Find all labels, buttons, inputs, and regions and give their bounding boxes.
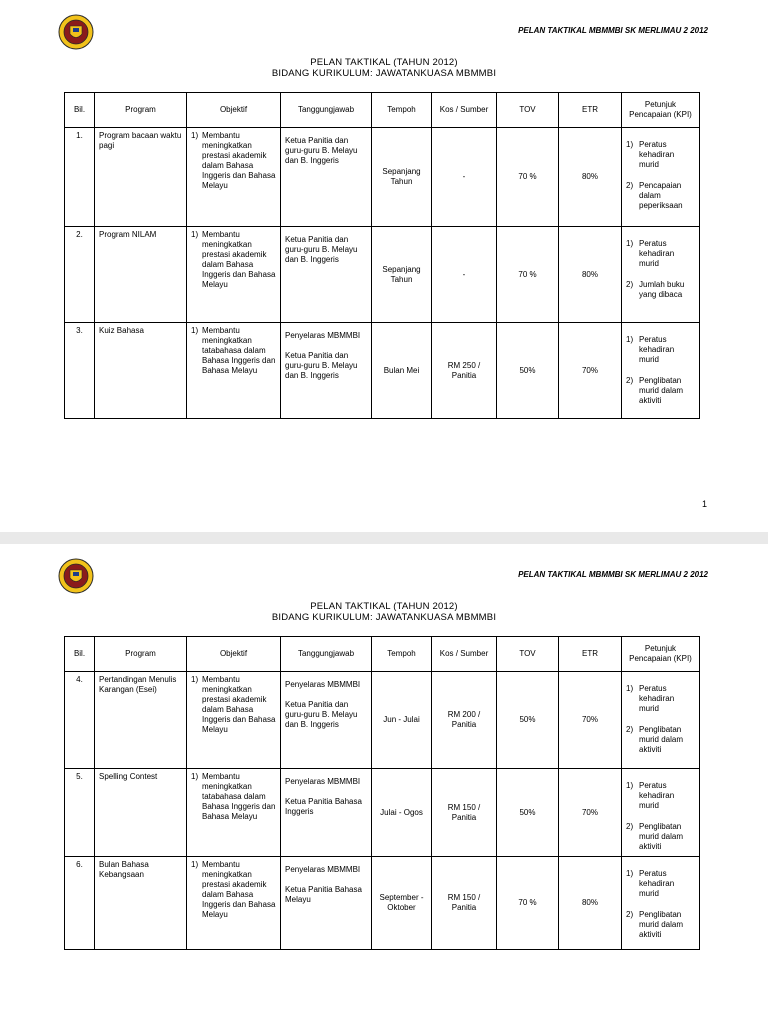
cell-bil: 1.	[65, 128, 95, 227]
cell-kos: RM 200 / Panitia	[432, 672, 497, 769]
cell-tanggungjawab	[281, 857, 372, 950]
tanggungjawab-coordinator: Penyelaras MBMMBI	[285, 331, 361, 340]
objektif-number: 1)	[191, 131, 199, 140]
objektif-text: Membantu meningkatkan prestasi akademik dalam Bahasa Inggeris dan Bahasa Melayu	[202, 675, 276, 734]
kpi-number: 1)	[626, 239, 634, 248]
kpi-number: 1)	[626, 684, 634, 693]
cell-objektif	[187, 128, 281, 227]
kpi-text: Penglibatan murid dalam aktiviti	[639, 822, 684, 851]
cell-program: Program bacaan waktu pagi	[95, 128, 187, 227]
table-row	[65, 323, 700, 419]
table-row	[65, 769, 700, 857]
cell-tempoh: Bulan Mei	[372, 323, 432, 419]
cell-kpi	[622, 769, 700, 857]
tanggungjawab-panel: Ketua Panitia Bahasa Inggeris	[285, 797, 362, 816]
kpi-number: 1)	[626, 869, 634, 878]
cell-etr: 70%	[559, 769, 622, 857]
cell-tanggungjawab	[281, 769, 372, 857]
tanggungjawab-panel: Ketua Panitia dan guru-guru B. Melayu dan B. Inggeris	[285, 700, 358, 729]
table-row	[65, 128, 700, 227]
cell-bil: 6.	[65, 857, 95, 950]
running-header: PELAN TAKTIKAL MBMMBI SK MERLIMAU 2 2012	[518, 570, 708, 579]
kpi-item	[626, 910, 695, 940]
cell-bil: 2.	[65, 227, 95, 323]
kpi-text: Peratus kehadiran murid	[639, 140, 675, 169]
kpi-text: Peratus kehadiran murid	[639, 239, 675, 268]
cell-tov: 70 %	[497, 128, 559, 227]
cell-kpi	[622, 323, 700, 419]
cell-objektif	[187, 227, 281, 323]
kpi-item	[626, 280, 695, 300]
kpi-number: 2)	[626, 725, 634, 734]
page-2	[0, 544, 768, 1024]
objektif-text: Membantu meningkatkan tatabahasa dalam Bahasa Inggeris dan Bahasa Melayu	[202, 326, 276, 375]
kpi-item	[626, 181, 695, 211]
plan-titles	[0, 601, 768, 623]
tanggungjawab-panel: Ketua Panitia dan guru-guru B. Melayu dan B. Inggeris	[285, 136, 358, 165]
cell-kos: RM 150 / Panitia	[432, 769, 497, 857]
cell-tov: 50%	[497, 323, 559, 419]
kpi-text: Penglibatan murid dalam aktiviti	[639, 910, 684, 939]
objektif-text: Membantu meningkatkan tatabahasa dalam Bahasa Inggeris dan Bahasa Melayu	[202, 772, 276, 821]
cell-tanggungjawab	[281, 227, 372, 323]
plan-subtitle: BIDANG KURIKULUM: JAWATANKUASA MBMMBI	[271, 612, 497, 623]
plan-table	[64, 636, 700, 950]
kpi-item	[626, 239, 695, 269]
kpi-item	[626, 335, 695, 365]
kpi-number: 2)	[626, 376, 634, 385]
cell-kpi	[622, 857, 700, 950]
cell-objektif	[187, 672, 281, 769]
kpi-number: 2)	[626, 181, 634, 190]
objektif-text: Membantu meningkatkan prestasi akademik dalam Bahasa Inggeris dan Bahasa Melayu	[202, 860, 276, 919]
objektif-number: 1)	[191, 326, 199, 335]
column-header: Tanggungjawab	[281, 93, 372, 128]
school-crest-icon	[58, 558, 94, 594]
cell-tov: 50%	[497, 672, 559, 769]
column-header: Tanggungjawab	[281, 637, 372, 672]
kpi-text: Penglibatan murid dalam aktiviti	[639, 376, 684, 405]
kpi-text: Jumlah buku yang dibaca	[639, 280, 685, 299]
tanggungjawab-panel: Ketua Panitia Bahasa Melayu	[285, 885, 362, 904]
column-header: Kos / Sumber	[432, 93, 497, 128]
plan-table	[64, 92, 700, 419]
running-header: PELAN TAKTIKAL MBMMBI SK MERLIMAU 2 2012	[518, 26, 708, 35]
column-header: TOV	[497, 93, 559, 128]
tanggungjawab-panel: Ketua Panitia dan guru-guru B. Melayu dan B. Inggeris	[285, 235, 358, 264]
cell-kpi	[622, 672, 700, 769]
cell-objektif	[187, 323, 281, 419]
cell-etr: 80%	[559, 227, 622, 323]
table-row	[65, 857, 700, 950]
table-header-row	[65, 93, 700, 128]
cell-kpi	[622, 128, 700, 227]
cell-tempoh: Julai - Ogos	[372, 769, 432, 857]
cell-tov: 50%	[497, 769, 559, 857]
kpi-text: Peratus kehadiran murid	[639, 781, 675, 810]
column-header: Program	[95, 637, 187, 672]
cell-etr: 70%	[559, 323, 622, 419]
cell-kos: RM 250 / Panitia	[432, 323, 497, 419]
kpi-text: Peratus kehadiran murid	[639, 335, 675, 364]
kpi-text: Peratus kehadiran murid	[639, 684, 675, 713]
tanggungjawab-coordinator: Penyelaras MBMMBI	[285, 865, 361, 874]
cell-kpi	[622, 227, 700, 323]
cell-program: Spelling Contest	[95, 769, 187, 857]
column-header: Objektif	[187, 637, 281, 672]
kpi-text: Peratus kehadiran murid	[639, 869, 675, 898]
tanggungjawab-panel: Ketua Panitia dan guru-guru B. Melayu dan B. Inggeris	[285, 351, 358, 380]
kpi-item	[626, 869, 695, 899]
cell-tov: 70 %	[497, 227, 559, 323]
cell-kos: -	[432, 227, 497, 323]
kpi-number: 2)	[626, 822, 634, 831]
cell-objektif	[187, 769, 281, 857]
column-header: ETR	[559, 637, 622, 672]
cell-objektif	[187, 857, 281, 950]
column-header: Tempoh	[372, 93, 432, 128]
kpi-item	[626, 781, 695, 811]
tanggungjawab-coordinator: Penyelaras MBMMBI	[285, 777, 361, 786]
table-header-row	[65, 637, 700, 672]
cell-tanggungjawab	[281, 323, 372, 419]
column-header: Tempoh	[372, 637, 432, 672]
plan-title: PELAN TAKTIKAL (TAHUN 2012)	[310, 57, 458, 68]
column-header: Bil.	[65, 637, 95, 672]
cell-kos: RM 150 / Panitia	[432, 857, 497, 950]
table-row	[65, 672, 700, 769]
objektif-number: 1)	[191, 772, 199, 781]
cell-program: Kuiz Bahasa	[95, 323, 187, 419]
tanggungjawab-coordinator: Penyelaras MBMMBI	[285, 680, 361, 689]
plan-subtitle: BIDANG KURIKULUM: JAWATANKUASA MBMMBI	[271, 68, 497, 79]
plan-title: PELAN TAKTIKAL (TAHUN 2012)	[310, 601, 458, 612]
page-number: 1	[701, 499, 707, 509]
objektif-number: 1)	[191, 860, 199, 869]
cell-bil: 5.	[65, 769, 95, 857]
cell-bil: 3.	[65, 323, 95, 419]
kpi-item	[626, 140, 695, 170]
column-header: Objektif	[187, 93, 281, 128]
column-header: Kos / Sumber	[432, 637, 497, 672]
cell-etr: 80%	[559, 128, 622, 227]
kpi-item	[626, 376, 695, 406]
kpi-number: 1)	[626, 140, 634, 149]
objektif-number: 1)	[191, 230, 199, 239]
cell-tanggungjawab	[281, 128, 372, 227]
cell-program: Program NILAM	[95, 227, 187, 323]
objektif-number: 1)	[191, 675, 199, 684]
school-crest-icon	[58, 14, 94, 50]
kpi-number: 2)	[626, 280, 634, 289]
cell-tempoh: Sepanjang Tahun	[372, 227, 432, 323]
column-header: Petunjuk Pencapaian (KPI)	[622, 637, 700, 672]
cell-tanggungjawab	[281, 672, 372, 769]
cell-etr: 80%	[559, 857, 622, 950]
kpi-text: Penglibatan murid dalam aktiviti	[639, 725, 684, 754]
kpi-item	[626, 725, 695, 755]
kpi-text: Pencapaian dalam peperiksaan	[639, 181, 683, 210]
kpi-number: 1)	[626, 335, 634, 344]
kpi-item	[626, 822, 695, 852]
column-header: ETR	[559, 93, 622, 128]
cell-program: Bulan Bahasa Kebangsaan	[95, 857, 187, 950]
table-row	[65, 227, 700, 323]
cell-tov: 70 %	[497, 857, 559, 950]
objektif-text: Membantu meningkatkan prestasi akademik dalam Bahasa Inggeris dan Bahasa Melayu	[202, 131, 276, 190]
cell-tempoh: Sepanjang Tahun	[372, 128, 432, 227]
kpi-number: 2)	[626, 910, 634, 919]
column-header: Program	[95, 93, 187, 128]
cell-tempoh: September - Oktober	[372, 857, 432, 950]
cell-etr: 70%	[559, 672, 622, 769]
column-header: TOV	[497, 637, 559, 672]
cell-bil: 4.	[65, 672, 95, 769]
column-header: Bil.	[65, 93, 95, 128]
objektif-text: Membantu meningkatkan prestasi akademik dalam Bahasa Inggeris dan Bahasa Melayu	[202, 230, 276, 289]
kpi-number: 1)	[626, 781, 634, 790]
plan-titles	[0, 57, 768, 79]
kpi-item	[626, 684, 695, 714]
cell-program: Pertandingan Menulis Karangan (Esei)	[95, 672, 187, 769]
cell-kos: -	[432, 128, 497, 227]
cell-tempoh: Jun - Julai	[372, 672, 432, 769]
column-header: Petunjuk Pencapaian (KPI)	[622, 93, 700, 128]
